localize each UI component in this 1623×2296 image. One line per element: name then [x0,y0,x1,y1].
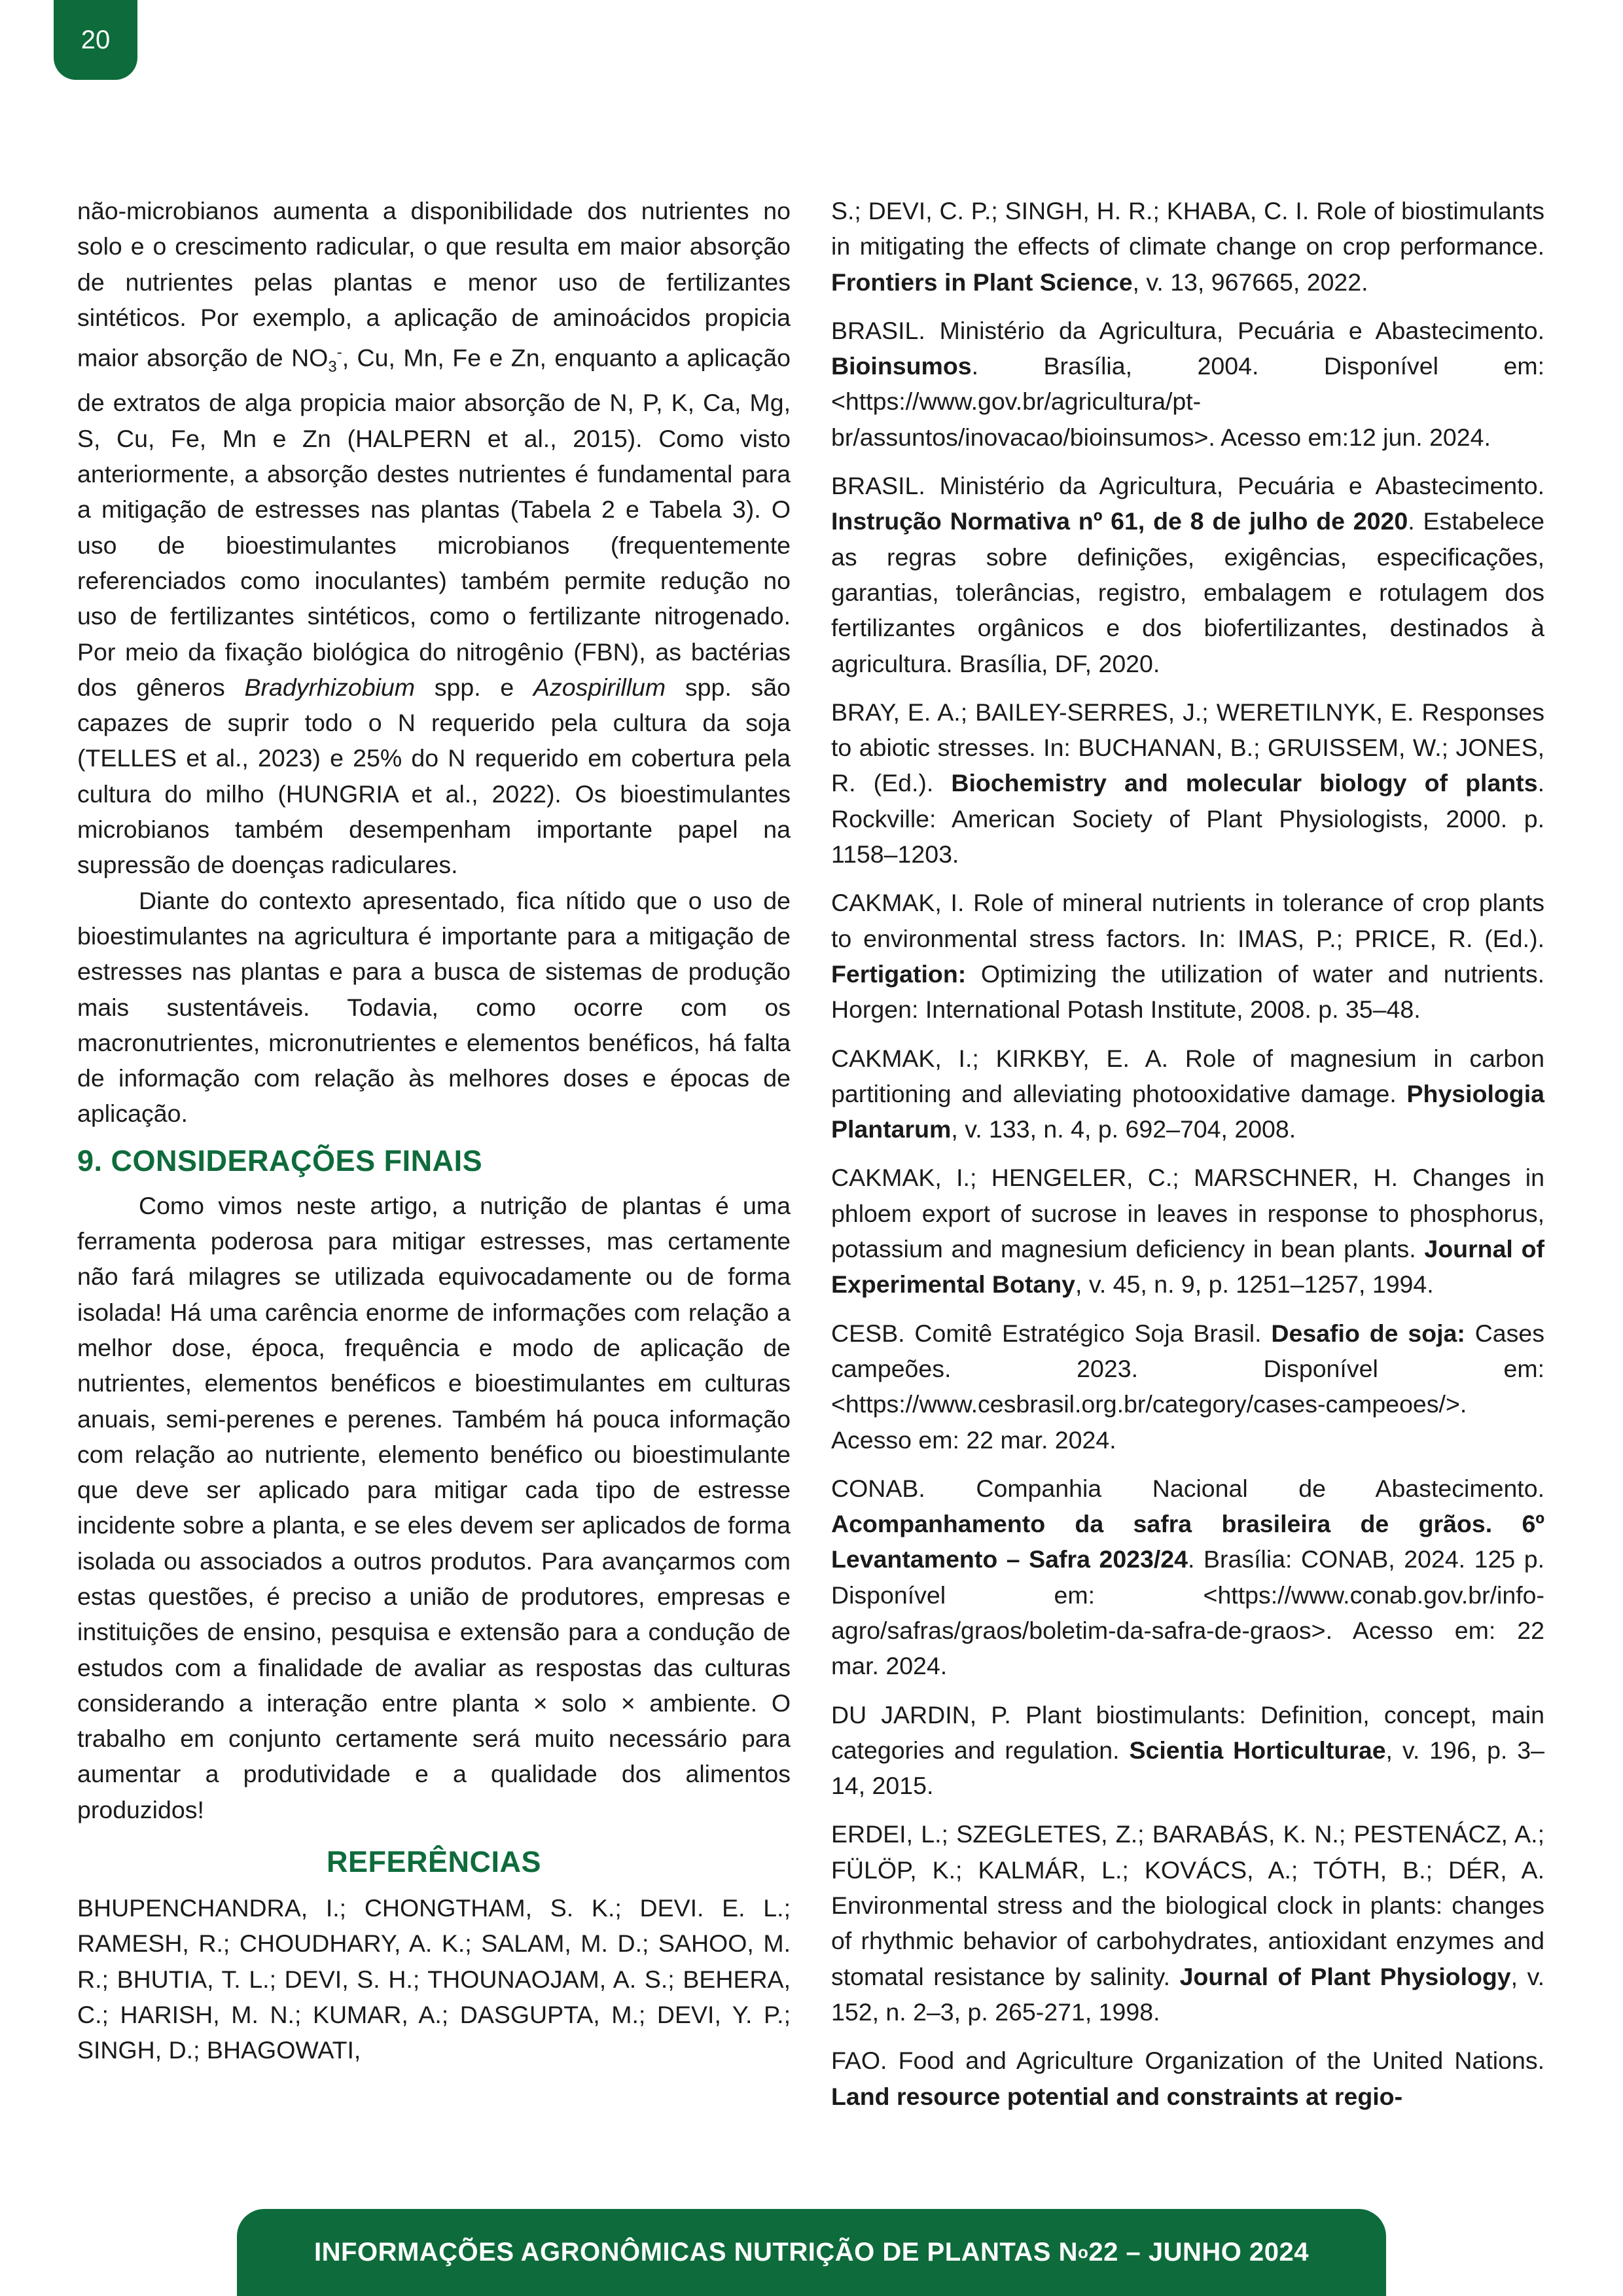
reference-entry: FAO. Food and Agriculture Organization of the United Nations. Land resource potential and constraints at regio- [831,2047,1544,2110]
reference-entry: CAKMAK, I.; KIRKBY, E. A. Role of magnesium in carbon partitioning and alleviating photooxidative damage. Physiologia Plantarum, v. 133, n. 4, p. 692–704, 2008. [831,1044,1544,1143]
reference-entry: BRASIL. Ministério da Agricultura, Pecuária e Abastecimento. Bioinsumos. Brasília, 2004. Disponível em: <https://www.gov.br/agricultura/pt-br/assuntos/inovacao/bioinsumos>. Acesso em:12 jun. 2024. [831,316,1544,451]
reference-entry: ERDEI, L.; SZEGLETES, Z.; BARABÁS, K. N.; PESTENÁCZ, A.; FÜLÖP, K.; KALMÁR, L.; KOVÁCS, A.; TÓTH, B.; DÉR, A. Environmental stress and the biological clock in plants: changes of rhythmic behavior of carbohydrates, antioxidant enzymes and stomatal resistance by salinity. Journal of Plant Physiology, v. 152, n. 2–3, p. 265-271, 1998. [831,1820,1544,2026]
reference-entry: CAKMAK, I.; HENGELER, C.; MARSCHNER, H. Changes in phloem export of sucrose in leaves in response to phosphorus, potassium and magnesium deficiency in bean plants. Journal of Experimental Botany, v. 45, n. 9, p. 1251–1257, 1994. [831,1164,1544,1299]
section-heading: 9. CONSIDERAÇÕES FINAIS [77,1143,483,1177]
footer-banner: INFORMAÇÕES AGRONÔMICAS NUTRIÇÃO DE PLANTAS N o 22 – JUNHO 2024 [237,2209,1386,2296]
page-number: 20 [54,0,137,80]
body-paragraph: Como vimos neste artigo, a nutrição de plantas é uma ferramenta poderosa para mitigar estresses, mas certamente não fará milagres se utilizada equivocadamente ou de forma isolada! Há uma carência enorme de informações com relação a melhor dose, época, frequência e modo de aplicação de nutrientes, elementos benéficos e bioestimulantes em culturas anuais, semi-perenes e perenes. Também há pouca informação com relação ao nutriente, elemento benéfico ou bioestimulante que deve ser aplicado para mitigar cada tipo de estresse incidente sobre a planta, e se eles devem ser aplicados de forma isolada ou associados a outros produtos. Para avançarmos com estas questões, é preciso a união de produtores, empresas e instituições de ensino, pesquisa e extensão para a condução de estudos com a finalidade de avaliar as respostas das culturas considerando a interação entre planta × solo × ambiente. O trabalho em conjunto certamente será muito necessário para aumentar a produtividade e a qualidade dos alimentos produzidos! [77,1191,791,1823]
reference-entry: CONAB. Companhia Nacional de Abastecimento. Acompanhamento da safra brasileira de grãos. 6º Levantamento – Safra 2023/24. Brasília: CONAB, 2024. 125 p. Disponível em: <https://www.conab.gov.br/info-agro/safras/graos/boletim-da-safra-de-graos>. Acesso em: 22 mar. 2024. [831,1474,1544,1680]
left-column [77,193,791,2081]
body-paragraph: Diante do contexto apresentado, fica nítido que o uso de bioestimulantes na agricultura é importante para a mitigação de estresses nas plantas e para a busca de sistemas de produção mais sustentáveis. Todavia, como ocorre com os macronutrientes, micronutrientes e elementos benéficos, há falta de informação com relação às melhores doses e épocas de aplicação. [77,886,791,1128]
reference-entry: BHUPENCHANDRA, I.; CHONGTHAM, S. K.; DEVI. E. L.; RAMESH, R.; CHOUDHARY, A. K.; SALAM, M. D.; SAHOO, M. R.; BHUTIA, T. L.; DEVI, S. H.; THOUNAOJAM, A. S.; BEHERA, C.; HARISH, M. N.; KUMAR, A.; DASGUPTA, M.; DEVI, Y. P.; SINGH, D.; BHAGOWATI, [77,1894,791,2064]
reference-entry: CAKMAK, I. Role of mineral nutrients in tolerance of crop plants to environmental stress factors. In: IMAS, P.; PRICE, R. (Ed.). Fertigation: Optimizing the utilization of water and nutrients. Horgen: International Potash Institute, 2008. p. 35–48. [831,889,1544,1024]
reference-entry: BRASIL. Ministério da Agricultura, Pecuária e Abastecimento. Instrução Normativa nº 61, de 8 de julho de 2020. Estabelece as regras sobre definições, exigências, especificações, garantias, tolerâncias, registro, embalagem e rotulagem dos fertilizantes orgânicos e dos biofertilizantes, destinados à agricultura. Brasília, DF, 2020. [831,472,1544,677]
references-heading: REFERÊNCIAS [326,1845,542,1879]
reference-entry: CESB. Comitê Estratégico Soja Brasil. Desafio de soja: Cases campeões. 2023. Disponível em: <https://www.cesbrasil.org.br/category/cases-campeoes/>. Acesso em: 22 mar. 2024. [831,1319,1545,1454]
reference-entry: BRAY, E. A.; BAILEY-SERRES, J.; WERETILNYK, E. Responses to abiotic stresses. In: BUCHANAN, B.; GRUISSEM, W.; JONES, R. (Ed.). Biochemistry and molecular biology of plants. Rockville: American Society of Plant Physiologists, 2000. p. 1158–1203. [831,698,1544,869]
right-column [831,193,1544,2127]
reference-entry: S.; DEVI, C. P.; SINGH, H. R.; KHABA, C. I. Role of biostimulants in mitigating the effects of climate change on crop performance. Frontiers in Plant Science, v. 13, 967665, 2022. [831,197,1544,296]
reference-entry: DU JARDIN, P. Plant biostimulants: Definition, concept, main categories and regulation. Scientia Horticulturae, v. 196, p. 3–14, 2015. [831,1700,1544,1800]
body-paragraph: não-microbianos aumenta a disponibilidade dos nutrientes no solo e o crescimento radicular, o que resulta em maior absorção de nutrientes pelas plantas e menor uso de fertilizantes sintéticos. Por exemplo, a aplicação de aminoácidos propicia maior absorção de $NO_3^-$, Cu, Mn, Fe e Zn, enquanto a aplicação de extratos de alga propicia maior absorção de N, P, K, Ca, Mg, S, Cu, Fe, Mn e Zn (HALPERN et al., 2015). Como visto anteriormente, a absorção destes nutrientes é fundamental para a mitigação de estresses nas plantas (Tabela 2 e Tabela 3). O uso de bioestimulantes microbianos (frequentemente referenciados como inoculantes) também permite redução no uso de fertilizantes sintéticos, como o fertilizante nitrogenado. Por meio da fixação biológica do nitrogênio (FBN), as bactérias dos gêneros Bradyrhizobium spp. e Azospirillum spp. são capazes de suprir todo o N requerido pela cultura da soja (TELLES et al., 2023) e 25% do N requerido em cobertura pela cultura do milho (HUNGRIA et al., 2022). Os bioestimulantes microbianos também desempenham importante papel na supressão de doenças radiculares. [77,197,791,879]
